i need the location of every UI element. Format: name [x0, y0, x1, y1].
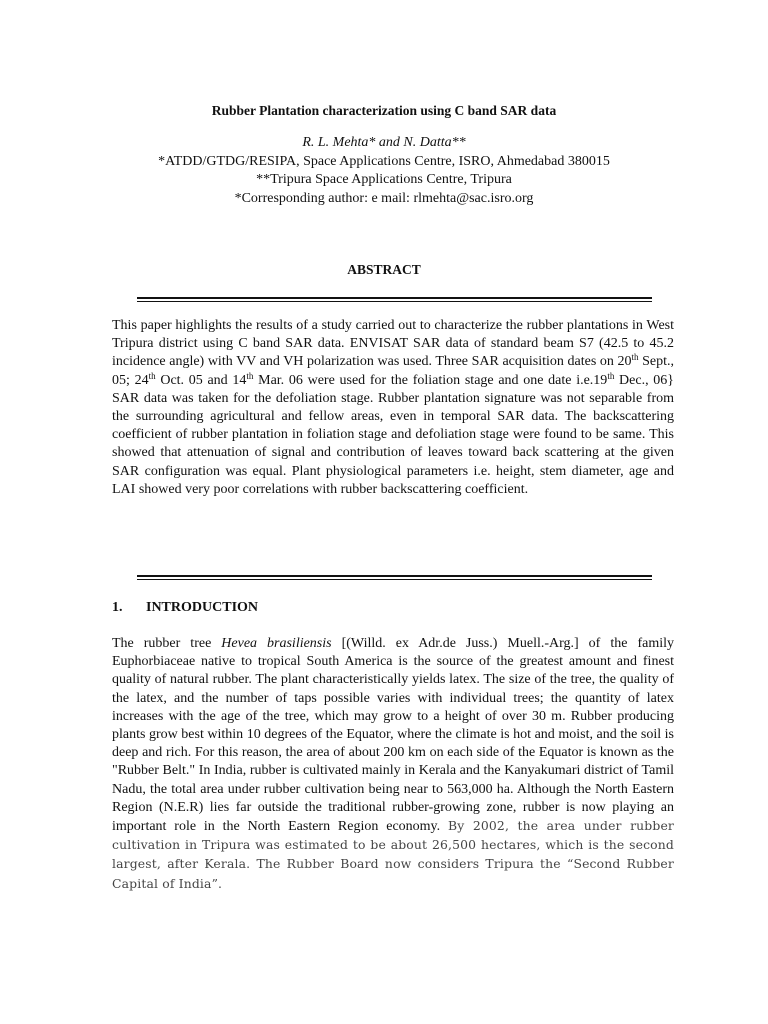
- ordinal-suffix: th: [246, 370, 254, 381]
- abstract-text-part: Sept., 05; 24: [112, 354, 674, 388]
- abstract-top-divider: [137, 297, 652, 302]
- abstract-heading: ABSTRACT: [347, 262, 421, 277]
- intro-text-part: [(Willd. ex Adr.de Juss.) Muell.-Arg.] of the family Euphorbiaceae native to tropical South America is the source of the greatest amount and finest quality of natural rubber. The plant characteristically yields latex. The size of the tree, the quality of the latex, and the number of taps possible varies with individual trees; the quantity of latex increases with the age of the tree, which may grow to a height of over 30 m. Rubber producing plants grow best within 10 degrees of the Equator, where the climate is hot and moist, and the soil is deep and rich. For this reason, the area of about 200 km on each side of the Equator is known as the "Rubber Belt." In India, rubber is cultivated mainly in Kerala and the Kanyakumari district of Tamil Nadu, the total area under rubber cultivation being near to 563,000 ha. Although the North Eastern Region (N.E.R) lies far outside the traditional rubber-growing zone, rubber is now playing an important role in the North Eastern Region economy.: [112, 636, 674, 835]
- ordinal-suffix: th: [148, 370, 156, 381]
- paper-title: Rubber Plantation characterization using C band SAR data: [211, 103, 557, 118]
- affiliation-1: *ATDD/GTDG/RESIPA, Space Applications Centre, ISRO, Ahmedabad 380015: [158, 153, 610, 169]
- corresponding-author: *Corresponding author: e mail: rlmehta@sac.isro.org: [234, 190, 534, 206]
- intro-text-part: The rubber tree: [112, 636, 222, 651]
- introduction-paragraph: [112, 635, 674, 894]
- abstract-text-part: Oct. 05 and 14: [155, 372, 247, 388]
- ordinal-suffix: th: [607, 370, 615, 381]
- author-names: R. L. Mehta* and N. Datta**: [302, 135, 466, 150]
- species-name: Hevea brasiliensis: [221, 636, 332, 651]
- abstract-text-part: This paper highlights the results of a study carried out to characterize the rubber plantations in West Tripura district using C band SAR data. ENVISAT SAR data of standard beam S7 (42.5 to 45.2 incidence angle) with VV and VH polarization was used. Three SAR acquisition dates on 20: [112, 318, 674, 370]
- abstract-paragraph: [112, 317, 674, 499]
- author-block: [0, 134, 768, 208]
- intro-text-tripura: By 2002, the area under rubber cultivation in Tripura was estimated to be about 26,500 hectares, which is the second largest, after Kerala. The Rubber Board now considers Tripura the “Second Rubber Capital of India”.: [112, 818, 674, 891]
- section-title: INTRODUCTION: [146, 600, 259, 615]
- ordinal-suffix: th: [631, 352, 639, 363]
- section-number: 1.: [112, 600, 123, 615]
- affiliation-2: **Tripura Space Applications Centre, Tripura: [256, 172, 512, 187]
- introduction-heading: [112, 600, 258, 616]
- abstract-text-part: Dec., 06} SAR data was taken for the defoliation stage. Rubber plantation signature was not separable from the surrounding agricultural and fellow areas, even in temporal SAR data. The backscattering coefficient of rubber plantation in foliation stage and defoliation stage were found to be same. This showed that attenuation of signal and contribution of leaves toward back scattering at the given SAR configuration was equal. Plant physiological parameters i.e. height, stem diameter, age and LAI showed very poor correlations with rubber backscattering coefficient.: [112, 372, 675, 497]
- abstract-text-part: Mar. 06 were used for the foliation stage and one date i.e.19: [253, 372, 608, 388]
- abstract-bottom-divider: [137, 575, 652, 580]
